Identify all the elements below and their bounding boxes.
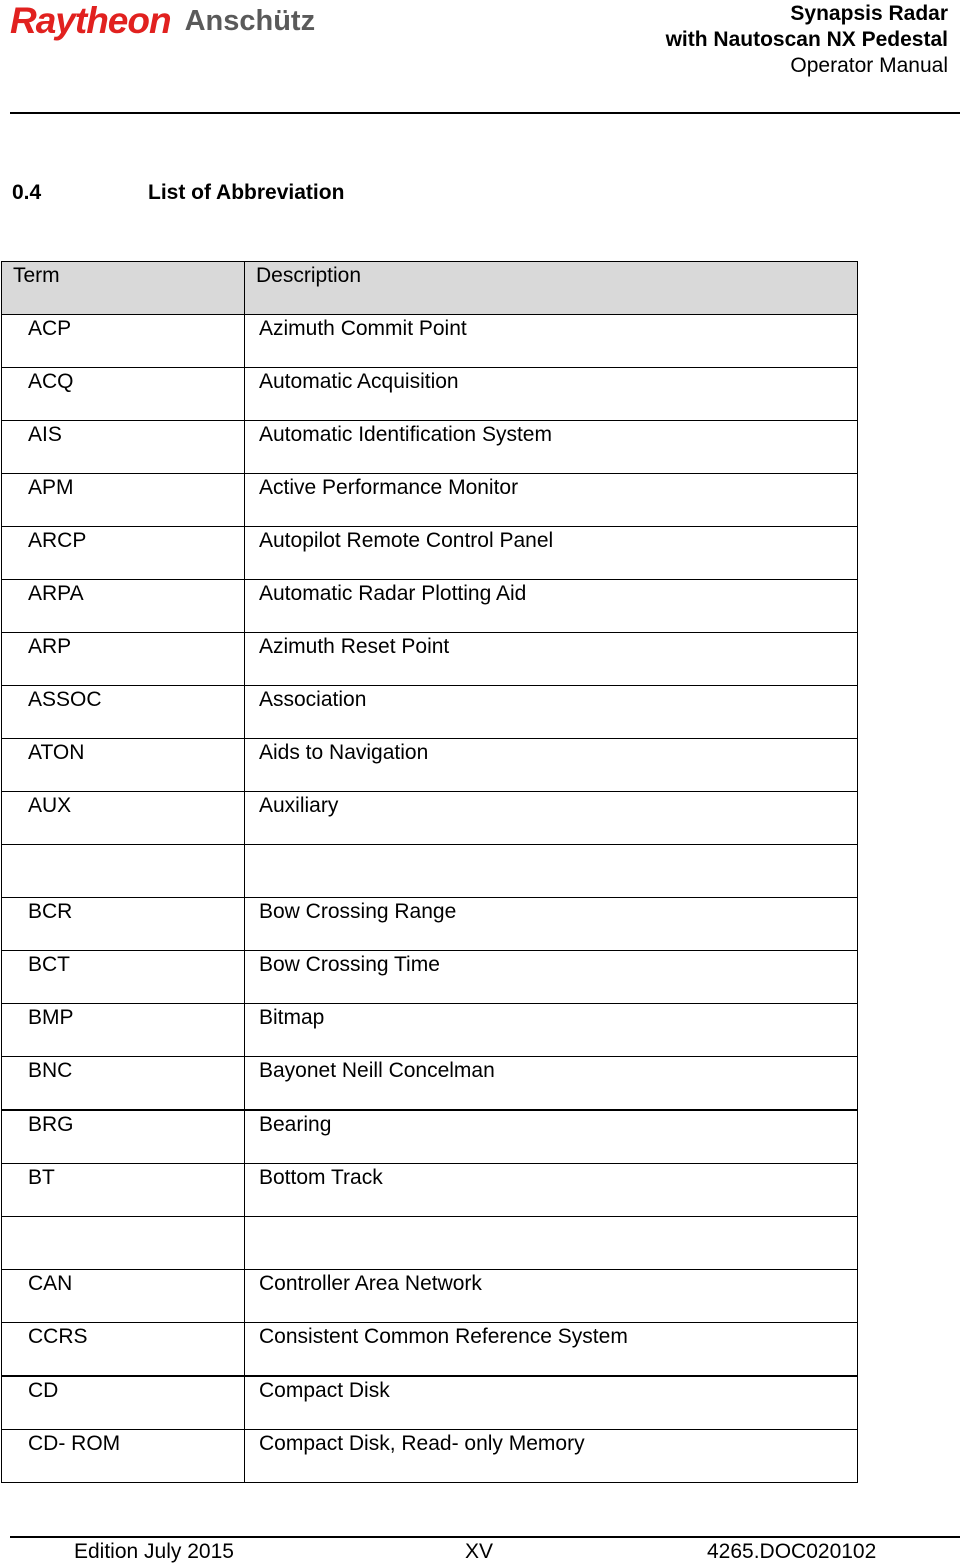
description-cell: Azimuth Commit Point bbox=[245, 315, 858, 368]
description-cell: Auxiliary bbox=[245, 792, 858, 845]
description-cell: Bayonet Neill Concelman bbox=[245, 1057, 858, 1111]
table-row-empty bbox=[2, 1217, 858, 1270]
description-cell: Compact Disk bbox=[245, 1376, 858, 1430]
term-cell: ARCP bbox=[2, 527, 245, 580]
section-heading bbox=[12, 180, 344, 206]
table-row bbox=[2, 580, 858, 633]
description-cell: Controller Area Network bbox=[245, 1270, 858, 1323]
column-header-term: Term bbox=[2, 262, 245, 315]
table-row bbox=[2, 633, 858, 686]
document-title-line2: with Nautoscan NX Pedestal bbox=[665, 28, 948, 51]
footer-edition: Edition July 2015 bbox=[74, 1540, 234, 1563]
description-cell: Compact Disk, Read- only Memory bbox=[245, 1430, 858, 1483]
term-cell: BRG bbox=[2, 1110, 245, 1164]
term-cell: CCRS bbox=[2, 1323, 245, 1377]
description-cell: Autopilot Remote Control Panel bbox=[245, 527, 858, 580]
description-cell: Automatic Identification System bbox=[245, 421, 858, 474]
term-cell: ATON bbox=[2, 739, 245, 792]
description-cell: Active Performance Monitor bbox=[245, 474, 858, 527]
term-cell: BNC bbox=[2, 1057, 245, 1111]
term-cell bbox=[2, 1217, 245, 1270]
table-row bbox=[2, 1057, 858, 1111]
table-row bbox=[2, 951, 858, 1004]
table-row bbox=[2, 527, 858, 580]
table-row bbox=[2, 1164, 858, 1217]
table-row bbox=[2, 1110, 858, 1164]
table-row bbox=[2, 1376, 858, 1430]
footer-divider bbox=[10, 1536, 960, 1538]
description-cell: Bow Crossing Time bbox=[245, 951, 858, 1004]
logo-raytheon-text: Raytheon bbox=[10, 0, 171, 41]
table-row bbox=[2, 421, 858, 474]
description-cell: Bow Crossing Range bbox=[245, 898, 858, 951]
term-cell bbox=[2, 845, 245, 898]
term-cell: CD- ROM bbox=[2, 1430, 245, 1483]
table-row bbox=[2, 315, 858, 368]
term-cell: ACQ bbox=[2, 368, 245, 421]
table-row bbox=[2, 898, 858, 951]
description-cell bbox=[245, 1217, 858, 1270]
description-cell: Azimuth Reset Point bbox=[245, 633, 858, 686]
abbreviation-table bbox=[1, 261, 858, 1483]
table-row bbox=[2, 1270, 858, 1323]
description-cell: Bearing bbox=[245, 1110, 858, 1164]
document-title-line3: Operator Manual bbox=[790, 54, 948, 77]
term-cell: ARP bbox=[2, 633, 245, 686]
table-row bbox=[2, 792, 858, 845]
term-cell: ACP bbox=[2, 315, 245, 368]
term-cell: CD bbox=[2, 1376, 245, 1430]
section-number: 0.4 bbox=[12, 181, 42, 204]
document-title-line1: Synapsis Radar bbox=[790, 2, 948, 25]
description-cell: Aids to Navigation bbox=[245, 739, 858, 792]
term-cell: BCR bbox=[2, 898, 245, 951]
description-cell: Consistent Common Reference System bbox=[245, 1323, 858, 1377]
term-cell: AUX bbox=[2, 792, 245, 845]
term-cell: BMP bbox=[2, 1004, 245, 1057]
section-title: List of Abbreviation bbox=[148, 181, 345, 204]
column-header-description: Description bbox=[245, 262, 858, 315]
header-divider bbox=[10, 112, 960, 114]
logo-anschutz-text: Anschütz bbox=[184, 5, 316, 37]
term-cell: ASSOC bbox=[2, 686, 245, 739]
table-row-empty bbox=[2, 845, 858, 898]
term-cell: BT bbox=[2, 1164, 245, 1217]
company-logo bbox=[10, 2, 315, 42]
description-cell bbox=[245, 845, 858, 898]
term-cell: ARPA bbox=[2, 580, 245, 633]
table-row bbox=[2, 1323, 858, 1377]
term-cell: BCT bbox=[2, 951, 245, 1004]
description-cell: Bottom Track bbox=[245, 1164, 858, 1217]
description-cell: Automatic Radar Plotting Aid bbox=[245, 580, 858, 633]
table-header-row bbox=[2, 262, 858, 315]
term-cell: AIS bbox=[2, 421, 245, 474]
table-row bbox=[2, 1004, 858, 1057]
table-row bbox=[2, 474, 858, 527]
description-cell: Automatic Acquisition bbox=[245, 368, 858, 421]
table-row bbox=[2, 368, 858, 421]
description-cell: Bitmap bbox=[245, 1004, 858, 1057]
table-row bbox=[2, 1430, 858, 1483]
term-cell: CAN bbox=[2, 1270, 245, 1323]
description-cell: Association bbox=[245, 686, 858, 739]
table-row bbox=[2, 686, 858, 739]
table-row bbox=[2, 739, 858, 792]
document-title-block bbox=[666, 1, 948, 79]
footer-document-id: 4265.DOC020102 bbox=[707, 1540, 877, 1563]
term-cell: APM bbox=[2, 474, 245, 527]
footer-page-number: XV bbox=[465, 1540, 494, 1563]
